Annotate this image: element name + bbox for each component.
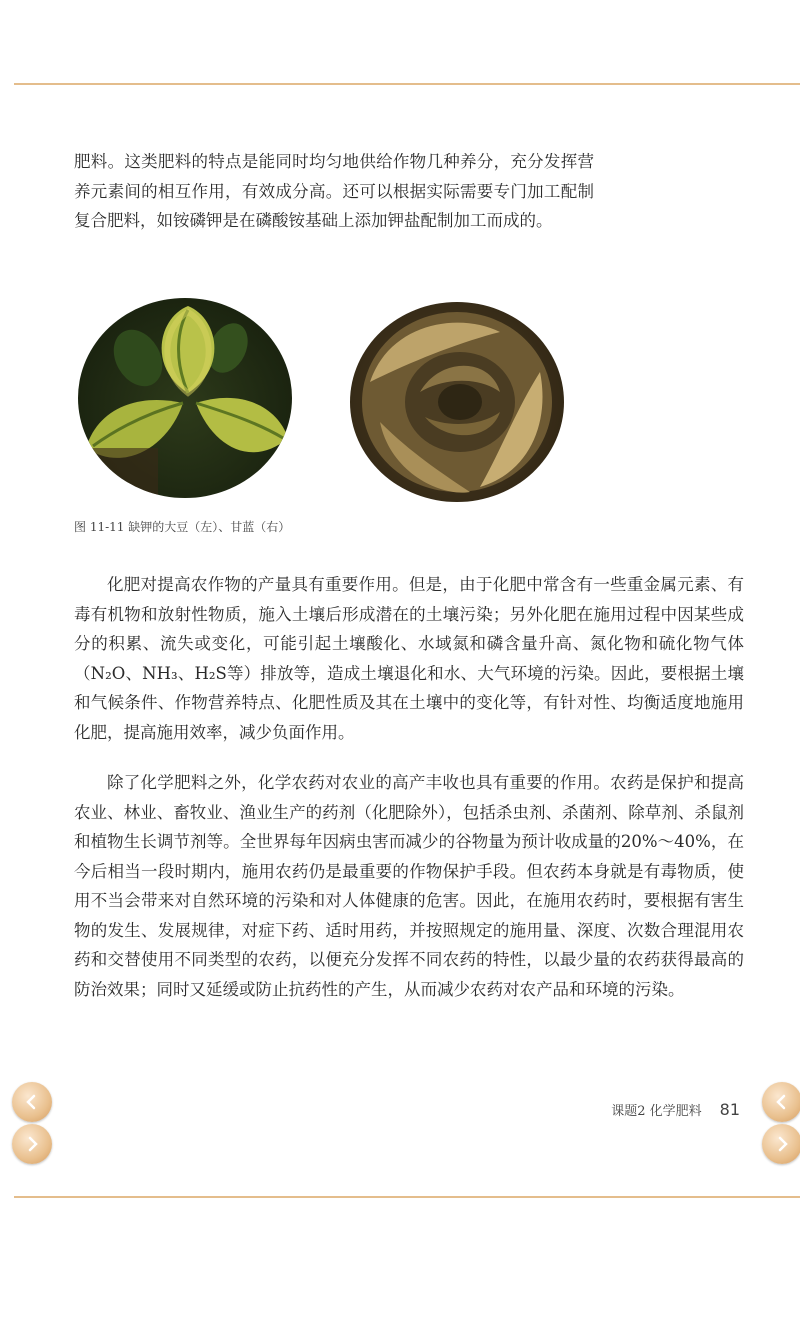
chevron-left-icon [23,1093,41,1111]
paragraph-pesticides: 除了化学肥料之外，化学农药对农业的高产丰收也具有重要的作用。农药是保护和提高农业、林业、畜牧业、渔业生产的药剂（化肥除外），包括杀虫剂、杀菌剂、除草剂、杀鼠剂和植物生长调节剂等。全世界每年因病虫害而减少的谷物量为预计收成量的20%～40%，在今后相当一段时期内，施用农药仍是最重要的作物保护手段。但农药本身就是有毒物质，使用不当会带来对自然环境的污染和对人体健康的危害。因此，在施用农药时，要根据有害生物的发生、发展规律，对症下药、适时用药，并按照规定的施用量、深度、次数合理混用农药和交替使用不同类型的农药，以便充分发挥不同农药的特性，以最少量的农药获得最高的防治效果；同时又延缓或防止抗药性的产生，从而减少农药对农产品和环境的污染。 [74,773,744,999]
chevron-right-icon [773,1135,791,1153]
page-footer [611,1100,740,1119]
paragraph-top: 肥料。这类肥料的特点是能同时均匀地供给作物几种养分，充分发挥营养元素间的相互作用，有效成分高。还可以根据实际需要专门加工配制复合肥料，如铵磷钾是在磷酸铵基础上添加钾盐配制加工而成的。 [74,152,594,230]
chevron-right-icon [23,1135,41,1153]
chevron-left-icon [773,1093,791,1111]
prev-page-button-right[interactable] [762,1082,800,1122]
next-page-button-right[interactable] [762,1124,800,1164]
top-divider [14,83,800,85]
paragraph-fertilizer-effects: 化肥对提高农作物的产量具有重要作用。但是，由于化肥中常含有一些重金属元素、有毒有机物和放射性物质，施入土壤后形成潜在的土壤污染；另外化肥在施用过程中因某些成分的积累、流失或变化，可能引起土壤酸化、水域氮和磷含量升高、氮化物和硫化物气体（N₂O、NH₃、H₂S等）排放等，造成土壤退化和水、大气环境的污染。因此，要根据土壤和气候条件、作物营养特点、化肥性质及其在土壤中的变化等，有针对性、均衡适度地施用化肥，提高施用效率，减少负面作用。 [74,575,744,742]
bottom-divider [14,1196,800,1198]
page-number: 81 [719,1100,740,1119]
cabbage-potassium-deficiency-photo [350,302,564,502]
prev-page-button-left[interactable] [12,1082,52,1122]
next-page-button-left[interactable] [12,1124,52,1164]
soybean-potassium-deficiency-photo [78,298,292,498]
chapter-title: 课题2 化学肥料 [611,1104,702,1119]
figure-caption: 图 11-11 缺钾的大豆（左）、甘蓝（右） [74,520,291,534]
